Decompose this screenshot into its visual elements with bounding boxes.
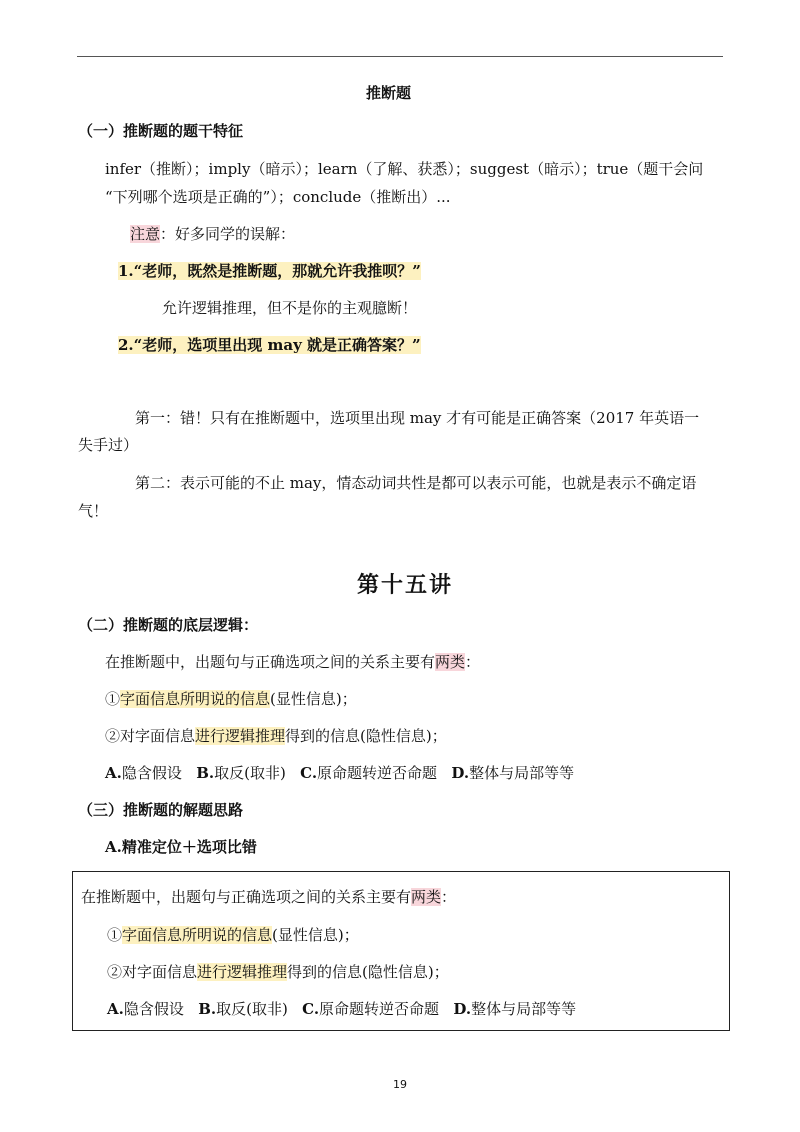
type-d-label: D.: [451, 764, 470, 782]
heading-logic: （二）推断题的底层逻辑：: [78, 616, 259, 634]
features-line-1: infer（推断）；imply（暗示）；learn（了解、获悉）；suggest（暗示）；true（题干会问: [105, 160, 704, 178]
box-item-implicit-note: 得到的信息(隐性信息)；: [287, 963, 449, 981]
box-type-c-text: 原命题转逆否命题: [319, 1000, 440, 1018]
box-type-d-text: 整体与局部等等: [471, 1000, 577, 1018]
type-c-text: 原命题转逆否命题: [317, 764, 438, 782]
box-item-explicit-number: ①: [107, 926, 123, 944]
item-explicit-note: (显性信息)；: [270, 690, 357, 708]
header-rule: [77, 56, 723, 57]
box-type-a-text: 隐含假设: [123, 1000, 184, 1018]
box-relation-text: 在推断题中，出题句与正确选项之间的关系主要有: [81, 888, 412, 906]
relation-line: [105, 651, 480, 673]
features-line-2: “下列哪个选项是正确的”）；conclude（推断出）...: [105, 188, 451, 206]
summary-box: [72, 871, 730, 1031]
note-label: 注意: [130, 225, 161, 243]
misconception-1: [118, 260, 421, 282]
box-type-c-label: C.: [302, 1000, 320, 1018]
box-item-explicit-note: (显性信息)；: [272, 926, 359, 944]
item-implicit-highlight: 进行逻辑推理: [195, 727, 286, 745]
heading-features: （一）推断题的题干特征: [78, 122, 244, 140]
heading-approach: （三）推断题的解题思路: [78, 801, 244, 819]
misconception-2: [118, 334, 421, 356]
box-type-b-label: B.: [198, 1000, 217, 1018]
item-explicit-number: ①: [105, 690, 121, 708]
box-type-d-label: D.: [453, 1000, 472, 1018]
type-b-label: B.: [196, 764, 215, 782]
approach-method: A.精准定位＋选项比错: [105, 838, 257, 856]
box-inference-types: [107, 998, 576, 1020]
box-item-implicit-text: ②对字面信息: [107, 963, 198, 981]
item-implicit: [105, 725, 447, 747]
box-item-explicit: [107, 924, 359, 946]
type-a-label: A.: [105, 764, 122, 782]
point-2-line-1: 第二：表示可能的不止 may，情态动词共性是都可以表示可能，也就是表示不确定语: [135, 474, 697, 492]
relation-highlight: 两类: [435, 653, 466, 671]
misconception-1-text: 1.“老师，既然是推断题，那就允许我推呗？”: [118, 262, 421, 280]
item-implicit-text: ②对字面信息: [105, 727, 196, 745]
type-a-text: 隐含假设: [121, 764, 182, 782]
lecture-title: 第十五讲: [357, 572, 454, 598]
misconception-2-text: 2.“老师，选项里出现 may 就是正确答案？”: [118, 336, 421, 354]
item-implicit-note: 得到的信息(隐性信息)；: [285, 727, 447, 745]
box-item-explicit-highlight: 字面信息所明说的信息: [122, 926, 273, 944]
misconception-1-answer: 允许逻辑推理，但不是你的主观臆断！: [162, 299, 418, 317]
page-number: 19: [393, 1078, 407, 1091]
relation-text: 在推断题中，出题句与正确选项之间的关系主要有: [105, 653, 436, 671]
box-type-b-text: 取反(取非): [216, 1000, 288, 1018]
point-2-line-2: 气！: [78, 502, 109, 520]
box-type-a-label: A.: [107, 1000, 124, 1018]
box-relation-line: [81, 886, 456, 908]
box-item-implicit-highlight: 进行逻辑推理: [197, 963, 288, 981]
note-line: [130, 223, 295, 245]
inference-types: [105, 762, 574, 784]
item-explicit: [105, 688, 357, 710]
box-item-implicit: [107, 961, 449, 983]
type-b-text: 取反(取非): [214, 764, 286, 782]
point-1-line-2: 失手过）: [78, 436, 139, 454]
box-relation-highlight: 两类: [411, 888, 442, 906]
section-title: 推断题: [366, 84, 412, 102]
relation-colon: ：: [465, 653, 481, 671]
item-explicit-highlight: 字面信息所明说的信息: [120, 690, 271, 708]
box-relation-colon: ：: [441, 888, 457, 906]
note-text: ：好多同学的误解：: [160, 225, 296, 243]
point-1-line-1: 第一：错！只有在推断题中，选项里出现 may 才有可能是正确答案（2017 年英语一: [135, 409, 700, 427]
type-c-label: C.: [300, 764, 318, 782]
type-d-text: 整体与局部等等: [469, 764, 575, 782]
